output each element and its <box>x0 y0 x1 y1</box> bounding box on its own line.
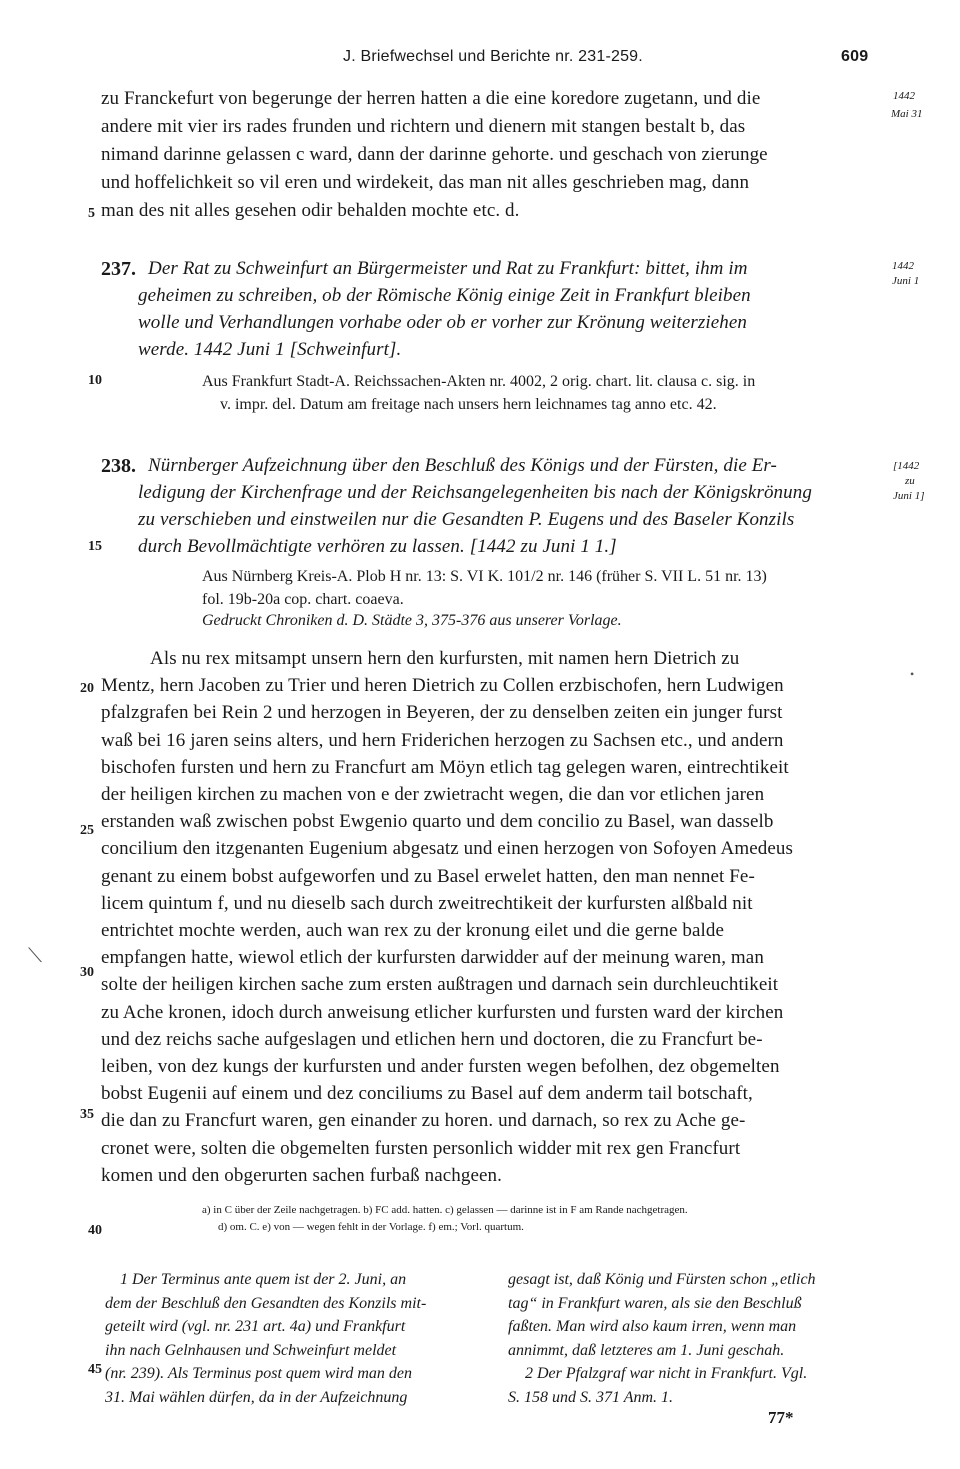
margin-mark: ⟍ <box>28 945 42 967</box>
regest-line: ledigung der Kirchenfrage und der Reichsangelegenheiten bis nach der Königskrönung <box>138 482 812 503</box>
text-line: bobst Eugenii auf einem und dez conciliums zu Basel auf dem anderm tail botschaft, <box>101 1083 753 1105</box>
margin-date-juni1: Juni 1 <box>892 275 920 287</box>
regest-line: werde. 1442 Juni 1 [Schweinfurt]. <box>138 339 402 360</box>
footnote-line: faßten. Man wird also kaum irren, wenn man <box>508 1318 797 1335</box>
source-line: Aus Nürnberg Kreis-A. Plob H nr. 13: S. VI K. 101/2 nr. 146 (früher S. VII L. 51 nr. 13) <box>202 568 767 585</box>
entry-number: 238. <box>101 455 136 477</box>
line-number: 35 <box>80 1107 94 1122</box>
footnote-line: 31. Mai wählen dürfen, da in der Aufzeichnung <box>105 1388 408 1406</box>
text-line: Als nu rex mitsampt unsern hern den kurfursten, mit namen hern Dietrich zu <box>150 648 740 669</box>
footnote-line: 2 Der Pfalzgraf war nicht in Frankfurt. Vgl. <box>525 1365 808 1382</box>
text-line: zu Franckefurt von begerunge der herren hatten a die eine koredore zugetann, und die <box>101 88 761 109</box>
text-line: die dan zu Francfurt waren, gen einander zu horen. und darnach, so rex zu Ache ge- <box>101 1110 746 1132</box>
text-line: komen und den obgerurten sachen furbaß nachgeen. <box>101 1164 503 1186</box>
margin-date-zu: zu <box>905 475 915 487</box>
text-line: empfangen hatte, wiewol etlich der kurfursten darwidder auf der meinung waren, man <box>101 947 764 969</box>
signature-mark: 77* <box>768 1408 794 1427</box>
line-number: 15 <box>88 539 102 554</box>
text-line: nimand darinne gelassen c ward, dann der darinne gehorte. und geschach von zierunge <box>101 144 768 165</box>
footnote-line: tag“ in Frankfurt waren, als sie den Beschluß <box>508 1294 802 1312</box>
page-number: 609 <box>841 48 869 65</box>
footnote-line: geteilt wird (vgl. nr. 231 art. 4a) und Frankfurt <box>105 1318 406 1335</box>
line-number: 45 <box>88 1362 102 1377</box>
footnote-line: (nr. 239). Als Terminus post quem wird man den <box>105 1365 412 1382</box>
source-line: v. impr. del. Datum am freitage nach unsers hern leichnames tag anno etc. 42. <box>220 396 717 413</box>
text-line: solte der heiligen kirchen sache zum ersten außtragen und darnach sein durchleuchtikeit <box>101 974 779 996</box>
text-line: zu Ache kronen, idoch durch anweisung etlicher kurfursten und fursten ward der kirchen <box>101 1001 784 1023</box>
text-line: genant zu einem bobst aufgeworfen und zu Basel erwelet hatten, den man nennet Fe- <box>101 865 755 887</box>
margin-date-1442-c: [1442 <box>893 460 920 472</box>
text-line: pfalzgrafen bei Rein 2 und herzogen in Beyeren, der zu denselben zeiten ein junger furst <box>101 702 783 724</box>
text-line: erstanden waß zwischen pobst Ewgenio quarto und dem concilio zu Basel, wan dasselb <box>101 811 774 833</box>
line-number: 20 <box>80 681 94 696</box>
entry-number: 237. <box>101 258 136 280</box>
text-line: cronet were, solten die obgemelten fursten personlich widder mit rex gen Francfurt <box>101 1137 741 1159</box>
margin-date-mai31: Mai 31 <box>891 108 923 120</box>
footnote-line: dem der Beschluß den Gesandten des Konzils mit- <box>105 1294 427 1312</box>
margin-date-1442-b: 1442 <box>892 260 914 272</box>
regest-line: Nürnberger Aufzeichnung über den Beschluß des Königs und der Fürsten, die Er- <box>148 455 777 476</box>
line-number: 25 <box>80 823 94 838</box>
text-line: und dez reichs sache aufgeslagen und etlichen hern und doctoren, die zu Francfurt be- <box>101 1028 763 1050</box>
regest-line: durch Bevollmächtigte verhören zu lassen. [1442 zu Juni 1 1.] <box>138 536 617 557</box>
regest-line: wolle und Verhandlungen vorhabe oder ob er vorher zur Krönung weiterziehen <box>138 312 748 333</box>
footnote-line: 1 Der Terminus ante quem ist der 2. Juni, an <box>120 1271 407 1288</box>
line-number: 40 <box>88 1223 102 1238</box>
line-number: 10 <box>88 373 102 388</box>
margin-date-1442: 1442 <box>893 90 915 102</box>
margin-date-juni1-c: Juni 1] <box>893 490 925 502</box>
source-line: Gedruckt Chroniken d. D. Städte 3, 375-376 aus unserer Vorlage. <box>202 612 622 629</box>
text-line: licem quintum f, und nu dieselb sach durch zweitrechtikeit der kurfursten alßbald nit <box>101 892 753 914</box>
running-title: J. Briefwechsel und Berichte nr. 231-259. <box>343 48 643 65</box>
footnote-line: S. 158 und S. 371 Anm. 1. <box>508 1388 674 1406</box>
line-number: 5 <box>88 206 95 221</box>
text-line: Mentz, hern Jacoben zu Trier und heren Dietrich zu Collen erzbischofen, hern Ludwigen <box>101 675 784 697</box>
footnote-line: gesagt ist, daß König und Fürsten schon „etlich <box>508 1271 816 1288</box>
regest-line: zu verschieben und einstweilen nur die Gesandten P. Eugens und des Baseler Konzils <box>138 509 795 530</box>
margin-dot: • <box>910 667 915 681</box>
regest-line: geheimen zu schreiben, ob der Römische König einige Zeit in Frankfurt bleiben <box>138 285 751 306</box>
footnote-line: annimmt, daß letzteres am 1. Juni geschah. <box>508 1341 785 1359</box>
source-line: Aus Frankfurt Stadt-A. Reichssachen-Akten nr. 4002, 2 orig. chart. lit. clausa c. sig. in <box>202 373 756 390</box>
text-line: entrichtet mochte werden, auch wan rex zu der kronung eilet und die gerne balde <box>101 920 725 941</box>
text-line: leiben, von dez kungs der kurfursten und ander fursten wegen befolhen, dez obgemelten <box>101 1056 780 1077</box>
apparatus-line: d) om. C. e) von — wegen fehlt in der Vorlage. f) em.; Vorl. quartum. <box>218 1221 524 1233</box>
regest-line: Der Rat zu Schweinfurt an Bürgermeister und Rat zu Frankfurt: bittet, ihm im <box>148 258 748 279</box>
text-line: concilium den itzgenanten Eugenium abgesatz und einen herzogen von Sofoyen Amedeus <box>101 838 793 860</box>
text-line: waß bei 16 jaren seins alters, und hern Friderichen herzogen zu Sachsen etc., und andern <box>101 729 784 751</box>
text-line: und hoffelichkeit so vil eren und wirdekeit, das man nit alles geschrieben mag, dann <box>101 172 750 193</box>
source-line: fol. 19b-20a cop. chart. coaeva. <box>202 591 404 608</box>
text-line: der heiligen kirchen zu machen von e der zwietracht wegen, die dan vor etlichen jaren <box>101 784 765 805</box>
text-line: andere mit vier irs rades frunden und richtern und dienern mit stangen bestalt b, das <box>101 116 746 137</box>
footnote-line: ihn nach Gelnhausen und Schweinfurt meldet <box>105 1341 397 1359</box>
apparatus-line: a) in C über der Zeile nachgetragen. b) FC add. hatten. c) gelassen — darinne ist in F am Rande nachgetragen. <box>202 1204 688 1216</box>
text-line: bischofen fursten und hern zu Francfurt am Möyn etlich tag gelegen waren, eintrechtikeit <box>101 756 789 778</box>
text-line: man des nit alles gesehen odir behalden mochte etc. d. <box>101 200 520 221</box>
line-number: 30 <box>80 965 94 980</box>
